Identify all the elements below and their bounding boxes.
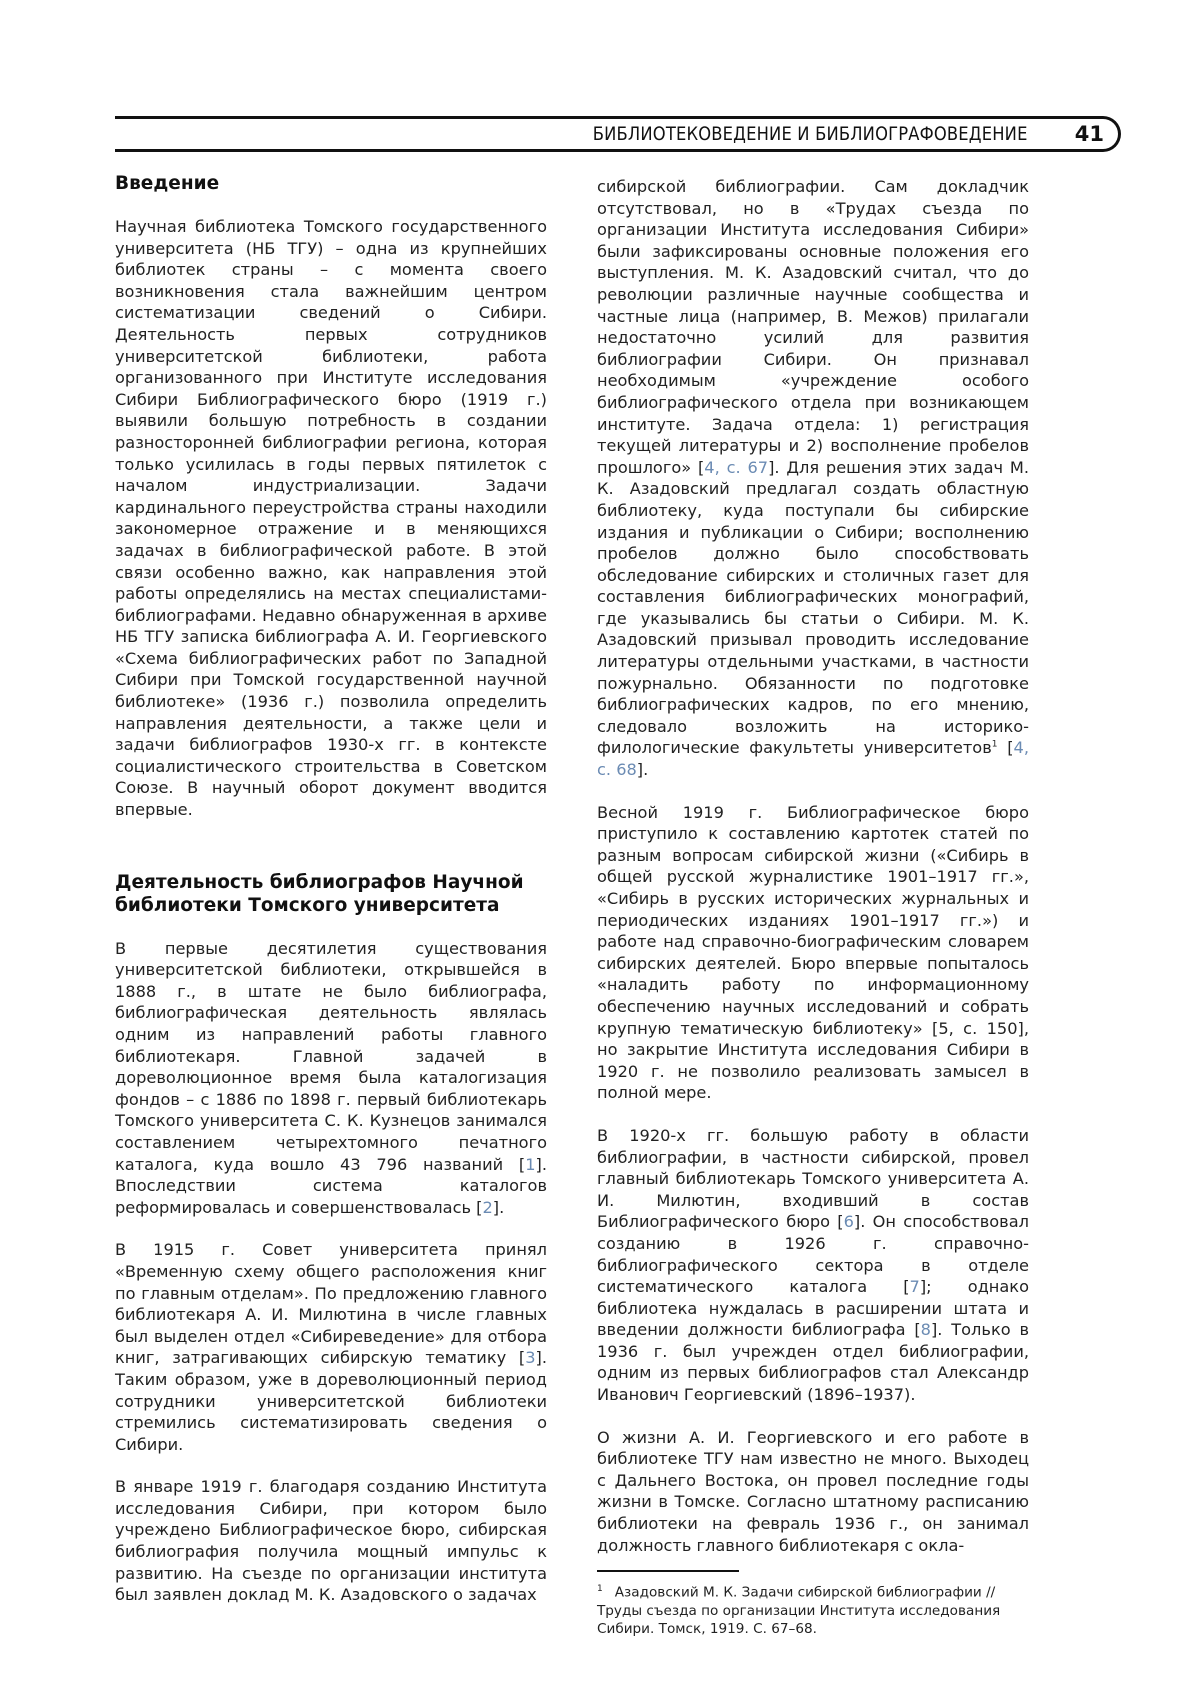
running-title: БИБЛИОТЕКОВЕДЕНИЕ И БИБЛИОГРАФОВЕДЕНИЕ	[593, 123, 1028, 145]
footnote-number: 1	[597, 1584, 603, 1595]
left-column	[115, 172, 547, 1606]
citation-link[interactable]: 4, с. 67	[704, 457, 769, 477]
citation-link[interactable]: 8	[920, 1320, 931, 1340]
paragraph: Научная библиотека Томского государственного университета (НБ ТГУ) – одна из крупнейших библиотек страны – с момента своего возникновения стала важнейшим центром систематизации сведений о Сибири. Деятельность первых сотрудников университетской библиотеки, работа организованного при Институте исследования Сибири Библиографического бюро (1919 г.) выявили большую потребность в создании разносторонней библиографии региона, которая только усилилась в годы первых пятилеток с началом индустриализации. Задачи кардинального переустройства страны находили закономерное отражение и в меняющихся задачах в библиографической работе. В этой связи особенно важно, как направления этой работы определялись на местах специалистами-библиографами. Недавно обнаруженная в архиве НБ ТГУ записка библиографа А. И. Георгиевского «Схема библиографических работ по Западной Сибири при Томской государственной научной библиотеке» (1936 г.) позволила определить направления деятельности, а также цели и задачи библиографов 1930-х гг. в контексте социалистического строительства в Советском Союзе. В научный оборот документ вводится впервые.	[115, 217, 547, 820]
citation-link[interactable]: 6	[843, 1212, 854, 1232]
paragraph: Весной 1919 г. Библиографическое бюро приступило к составлению картотек статей по разным вопросам сибирской жизни («Сибирь в общей русской журналистике 1901–1917 гг.», «Сибирь в русских исторических журнальных и периодических изданиях 1901–1917 гг.») и работе над справочно-биографическим словарем сибирских деятелей. Бюро впервые попыталось «наладить работу по информационному обеспечению научных исследований и собрать крупную тематическую библиотеку» [5, с. 150], но закрытие Института исследования Сибири в 1920 г. не позволило реализовать замысел в полной мере.	[597, 802, 1029, 1103]
page-number: 41	[1074, 122, 1104, 146]
citation-link[interactable]: 1	[525, 1154, 536, 1174]
footnote-marker[interactable]: 1	[991, 740, 998, 751]
header-bottom-rule	[115, 149, 1075, 152]
footnote-separator	[597, 1570, 739, 1572]
page-number-tab	[1060, 116, 1121, 152]
citation-link[interactable]: 3	[525, 1348, 536, 1368]
citation-link[interactable]: 7	[909, 1277, 920, 1297]
paragraph: В январе 1919 г. благодаря созданию Института исследования Сибири, при котором было учреждено Библиографическое бюро, сибирская библиография получила мощный импульс к развитию. На съезде по организации института был заявлен доклад М. К. Азадовского о задачах	[115, 1477, 547, 1605]
running-header	[115, 116, 1120, 152]
section-heading-introduction: Введение	[115, 173, 220, 194]
paragraph: В 1920-х гг. большую работу в области библиографии, в частности сибирской, провел главный библиотекарь Томского университета А. И. Милютин, входивший в состав Библиографического бюро [6]. Он способствовал созданию в 1926 г. справочно-библиографического сектора в отделе систематического каталога [7]; однако библиотека нуждалась в расширении штата и введении должности библиографа [8]. Только в 1936 г. был учрежден отдел библиографии, одним из первых библиографов стал Александр Иванович Георгиевский (1896–1937).	[597, 1125, 1029, 1405]
right-column	[597, 176, 1029, 1638]
paragraph: В первые десятилетия существования университетской библиотеки, открывшейся в 1888 г., в штате не было библиографа, библиографическая деятельность являлась одним из направлений работы главного библиотекаря. Главной задачей в дореволюционное время была каталогизация фондов – с 1886 по 1898 г. первый библиотекарь Томского университета С. К. Кузнецов занимался составлением четырехтомного печатного каталога, куда вошло 43 796 названий [1]. Впоследствии система каталогов реформировалась и совершенствовалась [2].	[115, 938, 547, 1217]
paragraph: сибирской библиографии. Сам докладчик отсутствовал, но в «Трудах съезда по организации Института исследования Сибири» были зафиксированы основные положения его выступления. М. К. Азадовский считал, что до революции различные научные сообщества и частные лица (например, В. Межов) прилагали недостаточно усилий для развития библиографии Сибири. Он признавал необходимым «учреждение особого библиографического отдела при возникающем институте. Задача отдела: 1) регистрация текущей литературы и 2) восполнение пробелов прошлого» [4, с. 67]. Для решения этих задач М. К. Азадовский предлагал создать областную библиотеку, куда поступали бы сибирские издания и публикации о Сибири; восполнению пробелов должно было способствовать обследование сибирских и столичных газет для составления библиографических монографий, где указывались бы статьи о Сибири. М. К. Азадовский призывал проводить исследование литературы отдельными участками, в частности пожурнально. Обязанности по подготовке библиографических кадров, по его мнению, следовало возложить на историко-филологические факультеты университетов$^1$ [4, с. 68].	[597, 177, 1029, 780]
section-heading-bibliographers: Деятельность библиографов Научной библиотеки Томского университета	[115, 871, 524, 916]
citation-link[interactable]: 4, с. 68	[597, 738, 1029, 780]
footnote-text: Азадовский М. К. Задачи сибирской библиографии // Труды съезда по организации Института исследования Сибири. Томск, 1919. С. 67–68.	[597, 1584, 1001, 1637]
header-top-rule	[115, 116, 1075, 119]
paragraph: О жизни А. И. Георгиевского и его работе в библиотеке ТГУ нам известно не много. Выходец с Дальнего Востока, он провел последние годы жизни в Томске. Согласно штатному расписанию библиотеки на февраль 1936 г., он занимал должность главного библиотекаря с окла-	[597, 1427, 1029, 1555]
footnote	[597, 1580, 1029, 1638]
citation-link[interactable]: 2	[482, 1197, 493, 1217]
paragraph: В 1915 г. Совет университета принял «Временную схему общего расположения книг по главным отделам». По предложению главного библиотекаря А. И. Милютина в числе главных был выделен отдел «Сибиреведение» для отбора книг, затрагивающих сибирскую тематику [3]. Таким образом, уже в дореволюционный период сотрудники университетской библиотеки стремились систематизировать сведения о Сибири.	[115, 1240, 547, 1454]
